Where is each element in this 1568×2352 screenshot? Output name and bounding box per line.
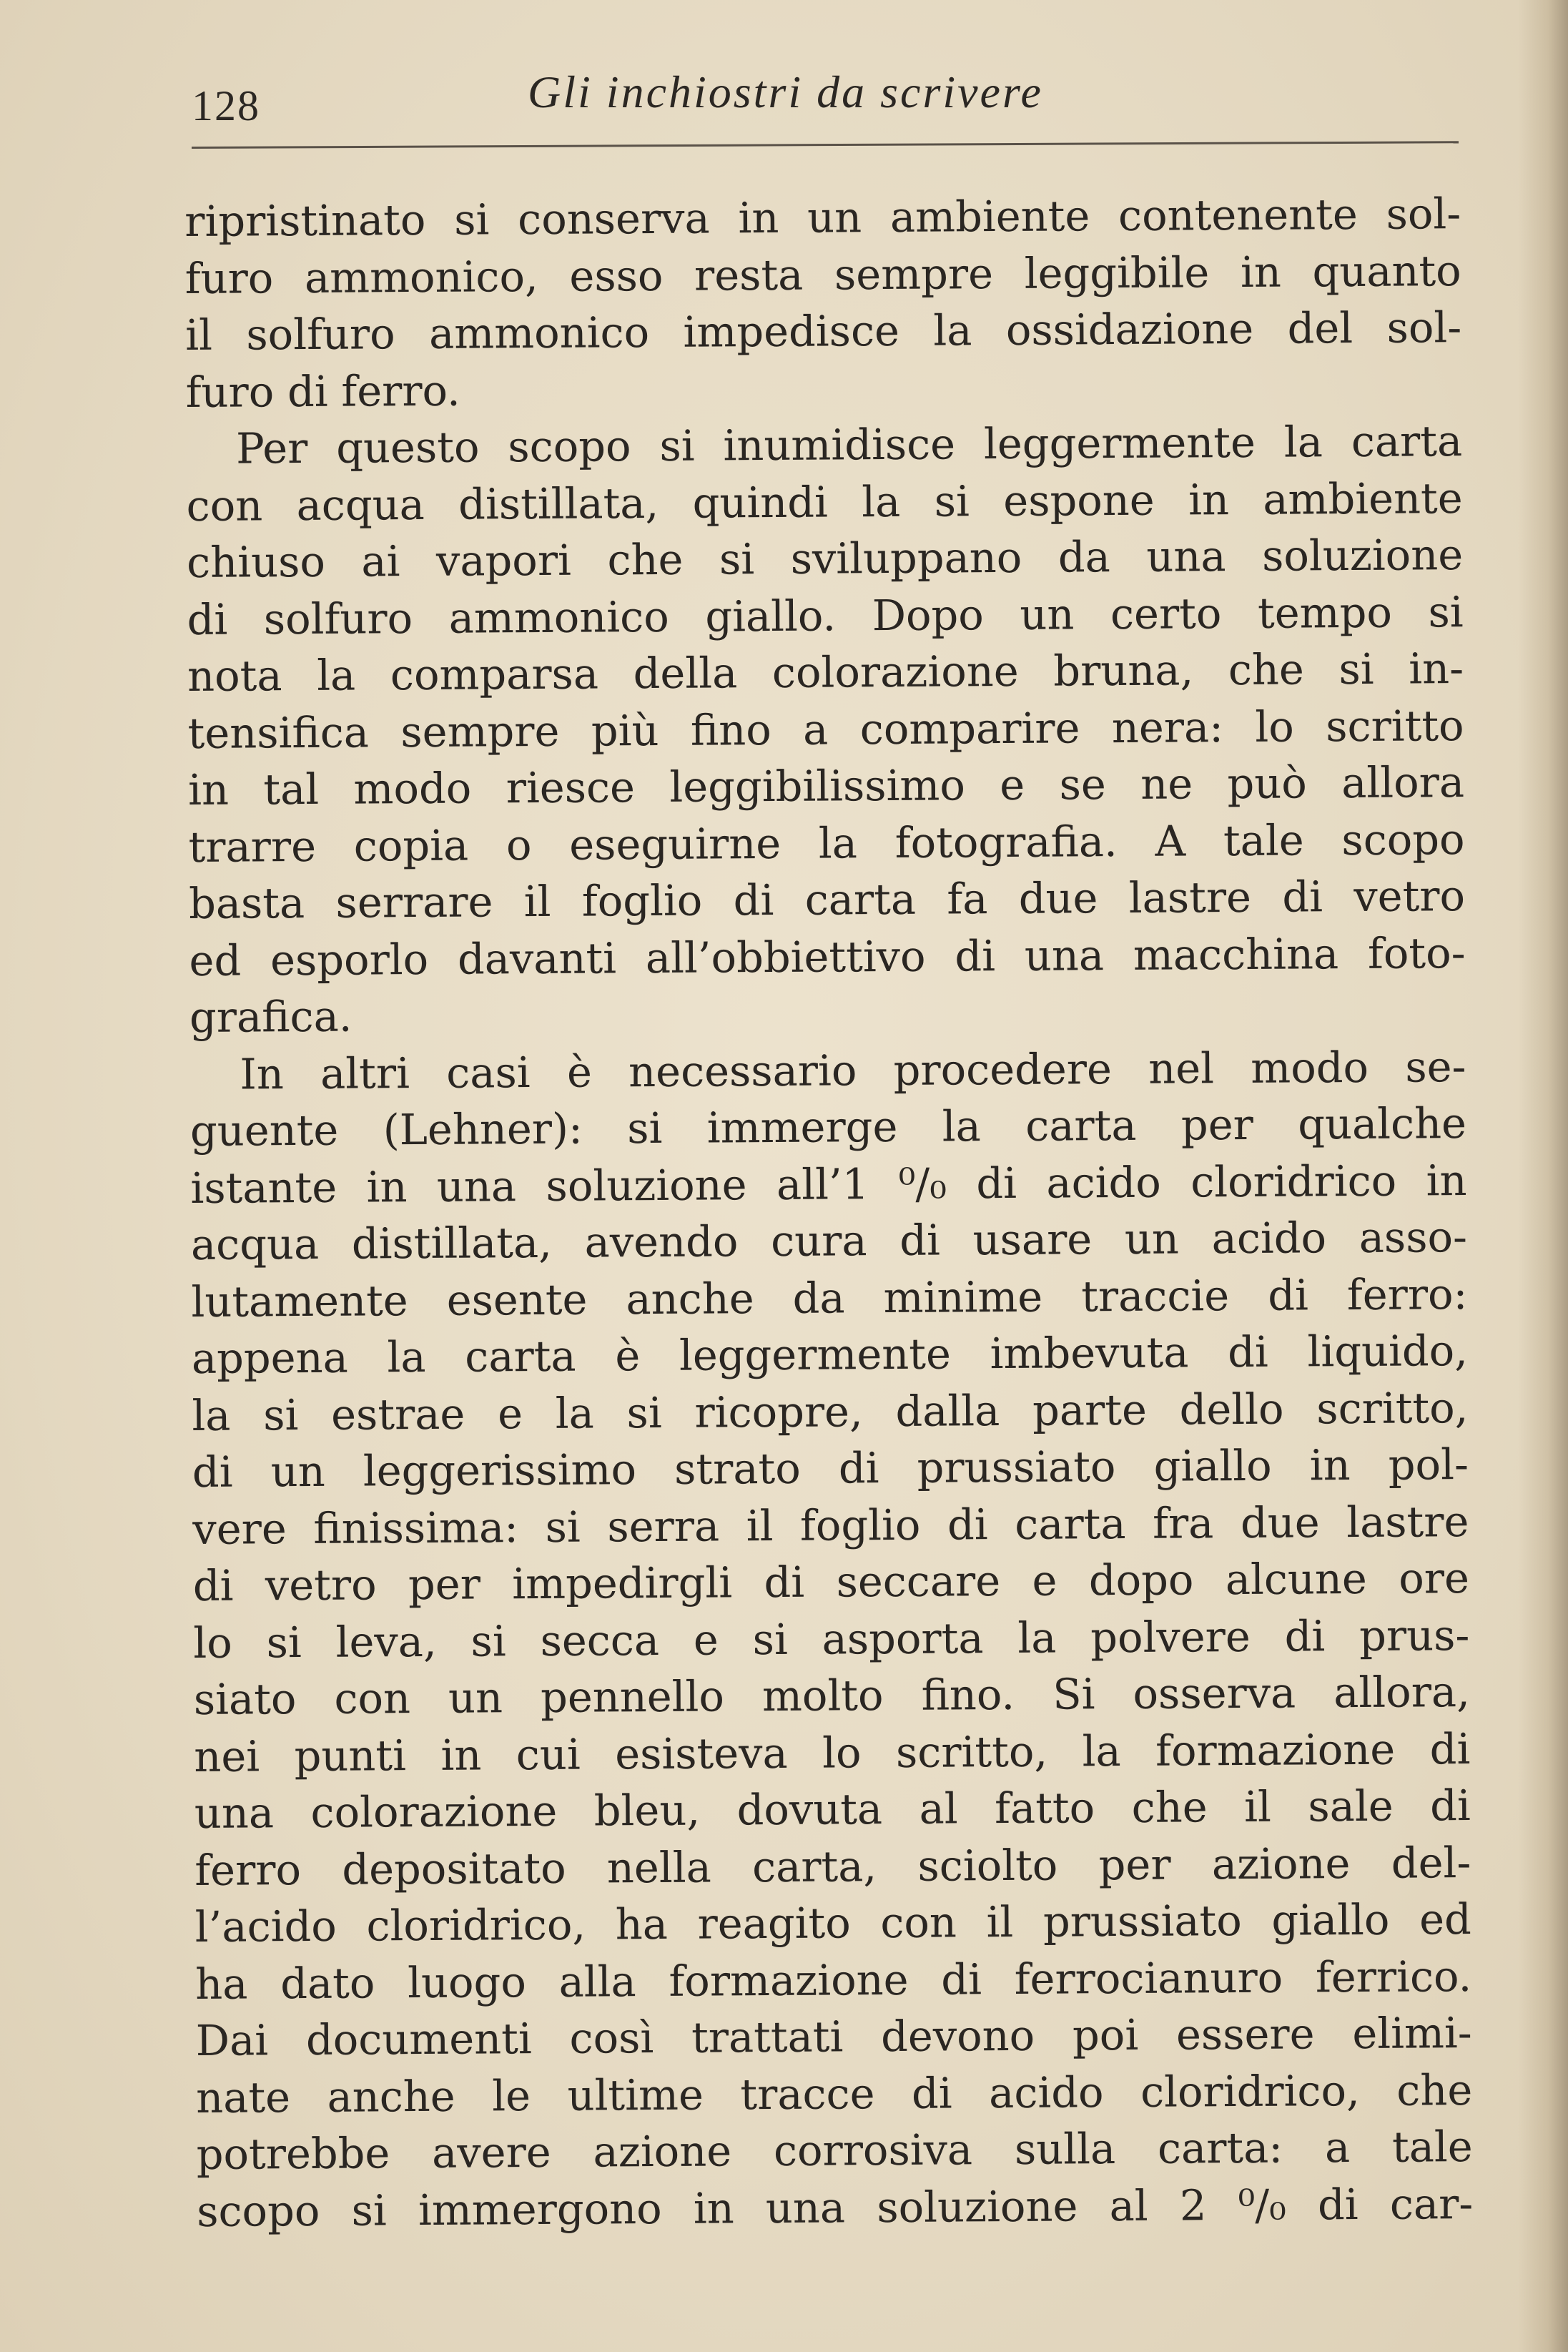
body-text: [184, 185, 1473, 2240]
text-line: istante in una soluzione all’1 ⁰/₀ di acido cloridrico in: [190, 1155, 1467, 1213]
page-header: [192, 66, 1459, 130]
text-line: ripristinato si conserva in un ambiente contenente sol-: [184, 189, 1461, 246]
text-line: guente (Lehner): si immerge la carta per qualche: [189, 1098, 1467, 1156]
text-line: di solfuro ammonico giallo. Dopo un certo tempo si: [187, 586, 1464, 644]
text-line: siato con un pennello molto fino. Si osserva allora,: [193, 1667, 1471, 1724]
text-line: la si estrae e la si ricopre, dalla parte dello scritto,: [192, 1382, 1469, 1440]
text-line: trarre copia o eseguirne la fotografia. A tale scopo: [188, 814, 1465, 872]
text-line: chiuso ai vapori che si sviluppano da una soluzione: [186, 530, 1464, 587]
page-number: 128: [192, 82, 260, 129]
page-edge-shadow: [1518, 0, 1568, 2352]
running-title: Gli inchiostri da scrivere: [528, 67, 1043, 117]
text-line: scopo si immergono in una soluzione al 2 ⁰/₀ di car-: [197, 2178, 1474, 2236]
text-line: appena la carta è leggermente imbevuta di liquido,: [191, 1326, 1469, 1383]
text-line: furo di ferro.: [185, 365, 461, 417]
text-line: acqua distillata, avendo cura di usare un acido asso-: [190, 1212, 1468, 1269]
text-line: lutamente esente anche da minime traccie di ferro:: [191, 1269, 1468, 1327]
text-line: ha dato luogo alla formazione di ferrocianuro ferrico.: [195, 1951, 1472, 2009]
text-line: lo si leva, si secca e si asporta la polvere di prus-: [193, 1610, 1470, 1668]
text-line: nota la comparsa della colorazione bruna, che si in-: [187, 644, 1464, 701]
text-line: in tal modo riesce leggibilissimo e se ne può allora: [187, 757, 1465, 815]
header-rule: [192, 141, 1459, 149]
text-line: basta serrare il foglio di carta fa due lastre di vetro: [188, 871, 1466, 928]
text-line: Per questo scopo si inumidisce leggermente la carta: [235, 416, 1463, 473]
text-line: Dai documenti così trattati devono poi essere elimi-: [195, 2008, 1472, 2065]
text-line: ed esporlo davanti all’obbiettivo di una macchina foto-: [189, 927, 1466, 985]
text-line: con acqua distillata, quindi la si espone in ambiente: [186, 473, 1463, 531]
text-line: di un leggerissimo strato di prussiato giallo in pol-: [192, 1440, 1469, 1497]
text-line: di vetro per impedirgli di seccare e dopo alcune ore: [192, 1553, 1470, 1610]
text-line: tensifica sempre più fino a comparire nera: lo scritto: [187, 700, 1464, 758]
text-line: grafica.: [189, 991, 352, 1042]
text-line: nei punti in cui esisteva lo scritto, la formazione di: [194, 1723, 1471, 1781]
text-line: In altri casi è necessario procedere nel modo se-: [240, 1041, 1466, 1099]
text-line: il solfuro ammonico impedisce la ossidazione del sol-: [185, 302, 1462, 360]
text-line: nate anche le ultime tracce di acido cloridrico, che: [196, 2065, 1473, 2122]
text-line: l’acido cloridrico, ha reagito con il prussiato giallo ed: [194, 1894, 1471, 1952]
text-line: ferro depositato nella carta, sciolto per azione del-: [194, 1837, 1471, 1895]
text-line: furo ammonico, esso resta sempre leggibile in quanto: [184, 245, 1461, 303]
text-line: potrebbe avere azione corrosiva sulla carta: a tale: [196, 2122, 1473, 2179]
text-line: una colorazione bleu, dovuta al fatto che il sale di: [194, 1781, 1471, 1838]
text-line: vere finissima: si serra il foglio di carta fra due lastre: [192, 1496, 1469, 1554]
